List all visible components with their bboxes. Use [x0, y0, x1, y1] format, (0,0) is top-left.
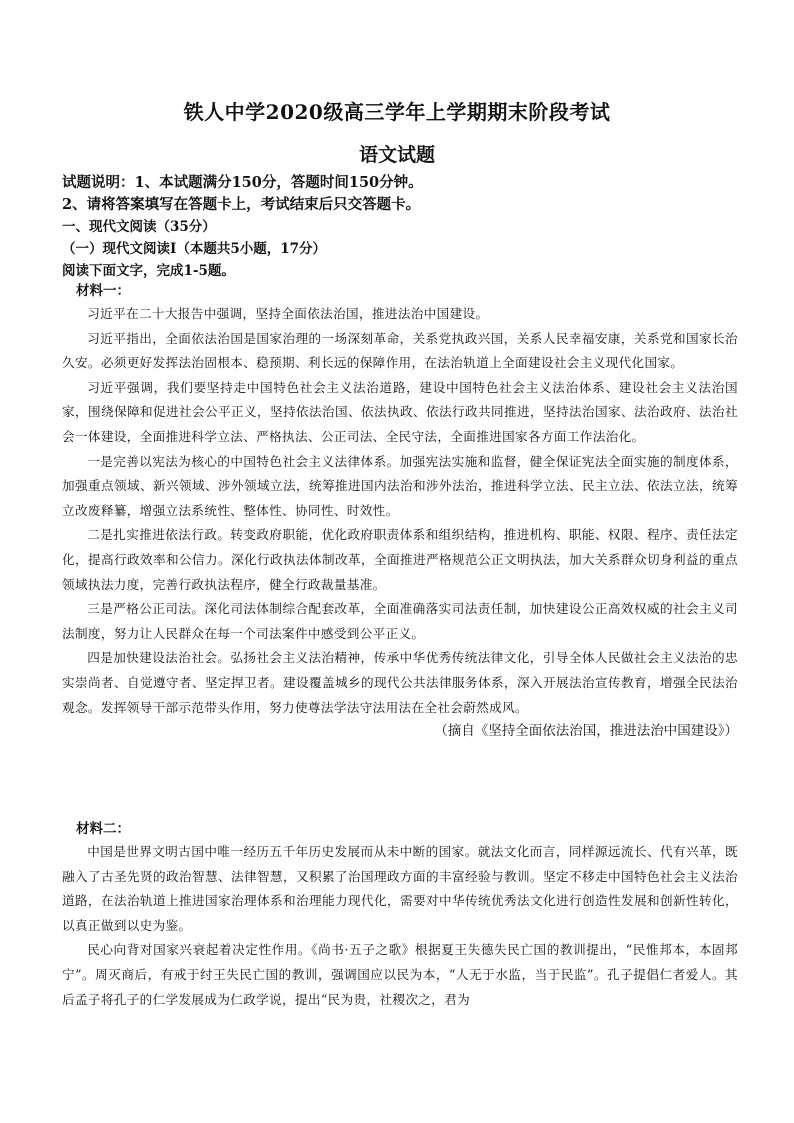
material-paragraph: 二是扎实推进依法行政。转变政府职能，优化政府职责体系和组织结构，推进机构、职能、权限、程序、责任法定化，提高行政效率和公信力。深化行政执法体制改革，全面推进严格规范公正文明执法，加大关系群众切身利益的重点领域执法力度，完善行政执法程序，健全行政裁量基准。 — [62, 527, 738, 592]
material-paragraph: 三是严格公正司法。深化司法体制综合配套改革，全面准确落实司法责任制，加快建设公正高效权威的社会主义司法制度，努力让人民群众在每一个司法案件中感受到公平正义。 — [62, 601, 738, 641]
instruction-line: 试题说明：1、本试题满分150分，答题时间150分钟。 — [62, 174, 423, 191]
material-paragraph: 习近平强调，我们要坚持走中国特色社会主义法治道路，建设中国特色社会主义法治体系、建设社会主义法治国家，围绕保障和促进社会公平正义，坚持依法治国、依法执政、依法行政共同推进，坚持法治国家、法治政府、法治社会一体建设，全面推进科学立法、严格执法、公正司法、全民守法，全面推进国家各方面工作法治化。 — [62, 379, 738, 444]
material-source: （摘自《坚持全面依法治国，推进法治中国建设》） — [434, 723, 738, 740]
material-paragraph: 民心向背对国家兴衰起着决定性作用。《尚书·五子之歌》根据夏王失德失民亡国的教训提出，“民惟邦本，本固邦宁”。周灭商后，有戒于纣王失民亡国的教训，强调国应以民为本，“人无于水监，当于民监”。孔子提倡仁者爱人。其后孟子将孔子的仁学发展成为仁政学说，提出“民为贵，社稷次之，君为 — [62, 942, 738, 1007]
exam-subtitle: 语文试题 — [358, 144, 435, 166]
material-paragraph: 四是加快建设法治社会。弘扬社会主义法治精神，传承中华优秀传统法律文化，引导全体人民做社会主义法治的忠实崇尚者、自觉遵守者、坚定捍卫者。建设覆盖城乡的现代公共法律服务体系，深入开展法治宣传教育，增强全民法治观念。发挥领导干部示范带头作用，努力使尊法学法守法用法在全社会蔚然成风。 — [62, 650, 738, 715]
instructions-block — [62, 172, 738, 282]
material-one — [62, 280, 738, 742]
material-paragraph: 中国是世界文明古国中唯一经历五千年历史发展而从未中断的国家。就法文化而言，同样源远流长、代有兴革，既融入了古圣先贤的政治智慧、法律智慧，又积累了治国理政方面的丰富经验与教训。坚定不移走中国特色社会主义法治道路，在法治轨道上推进国家治理体系和治理能力现代化，需要对中华传统优秀法文化进行创造性发展和创新性转化，以真正做到以史为鉴。 — [62, 844, 738, 933]
section-heading: 一、现代文阅读（35分） — [62, 219, 216, 235]
read-instruction: 阅读下面文字，完成1-5题。 — [62, 263, 235, 279]
material-paragraph: 习近平指出，全面依法治国是国家治理的一场深刻革命，关系党执政兴国，关系人民幸福安康，关系党和国家长治久安。必须更好发挥法治固根本、稳预期、利长远的保障作用，在法治轨道上全面建设社会主义现代化国家。 — [62, 330, 738, 371]
material-paragraph: 一是完善以宪法为核心的中国特色社会主义法律体系。加强宪法实施和监督，健全保证宪法全面实施的制度体系，加强重点领域、新兴领域、涉外领域立法，统筹推进国内法治和涉外法治，推进科学立法、民主立法、依法立法，统筹立改废释纂，增强立法系统性、整体性、协同性、时效性。 — [62, 453, 738, 518]
subsection-heading: （一）现代文阅读Ⅰ（本题共5小题，17分） — [62, 241, 326, 257]
material-label: 材料一： — [76, 283, 130, 299]
instruction-line: 2、请将答案填写在答题卡上，考试结束后只交答题卡。 — [62, 196, 421, 213]
material-two — [62, 818, 738, 1012]
exam-title: 铁人中学2020级高三学年上学期期末阶段考试 — [183, 100, 611, 124]
material-label: 材料二： — [76, 821, 130, 837]
material-paragraph: 习近平在二十大报告中强调，坚持全面依法治国，推进法治中国建设。 — [87, 306, 489, 321]
